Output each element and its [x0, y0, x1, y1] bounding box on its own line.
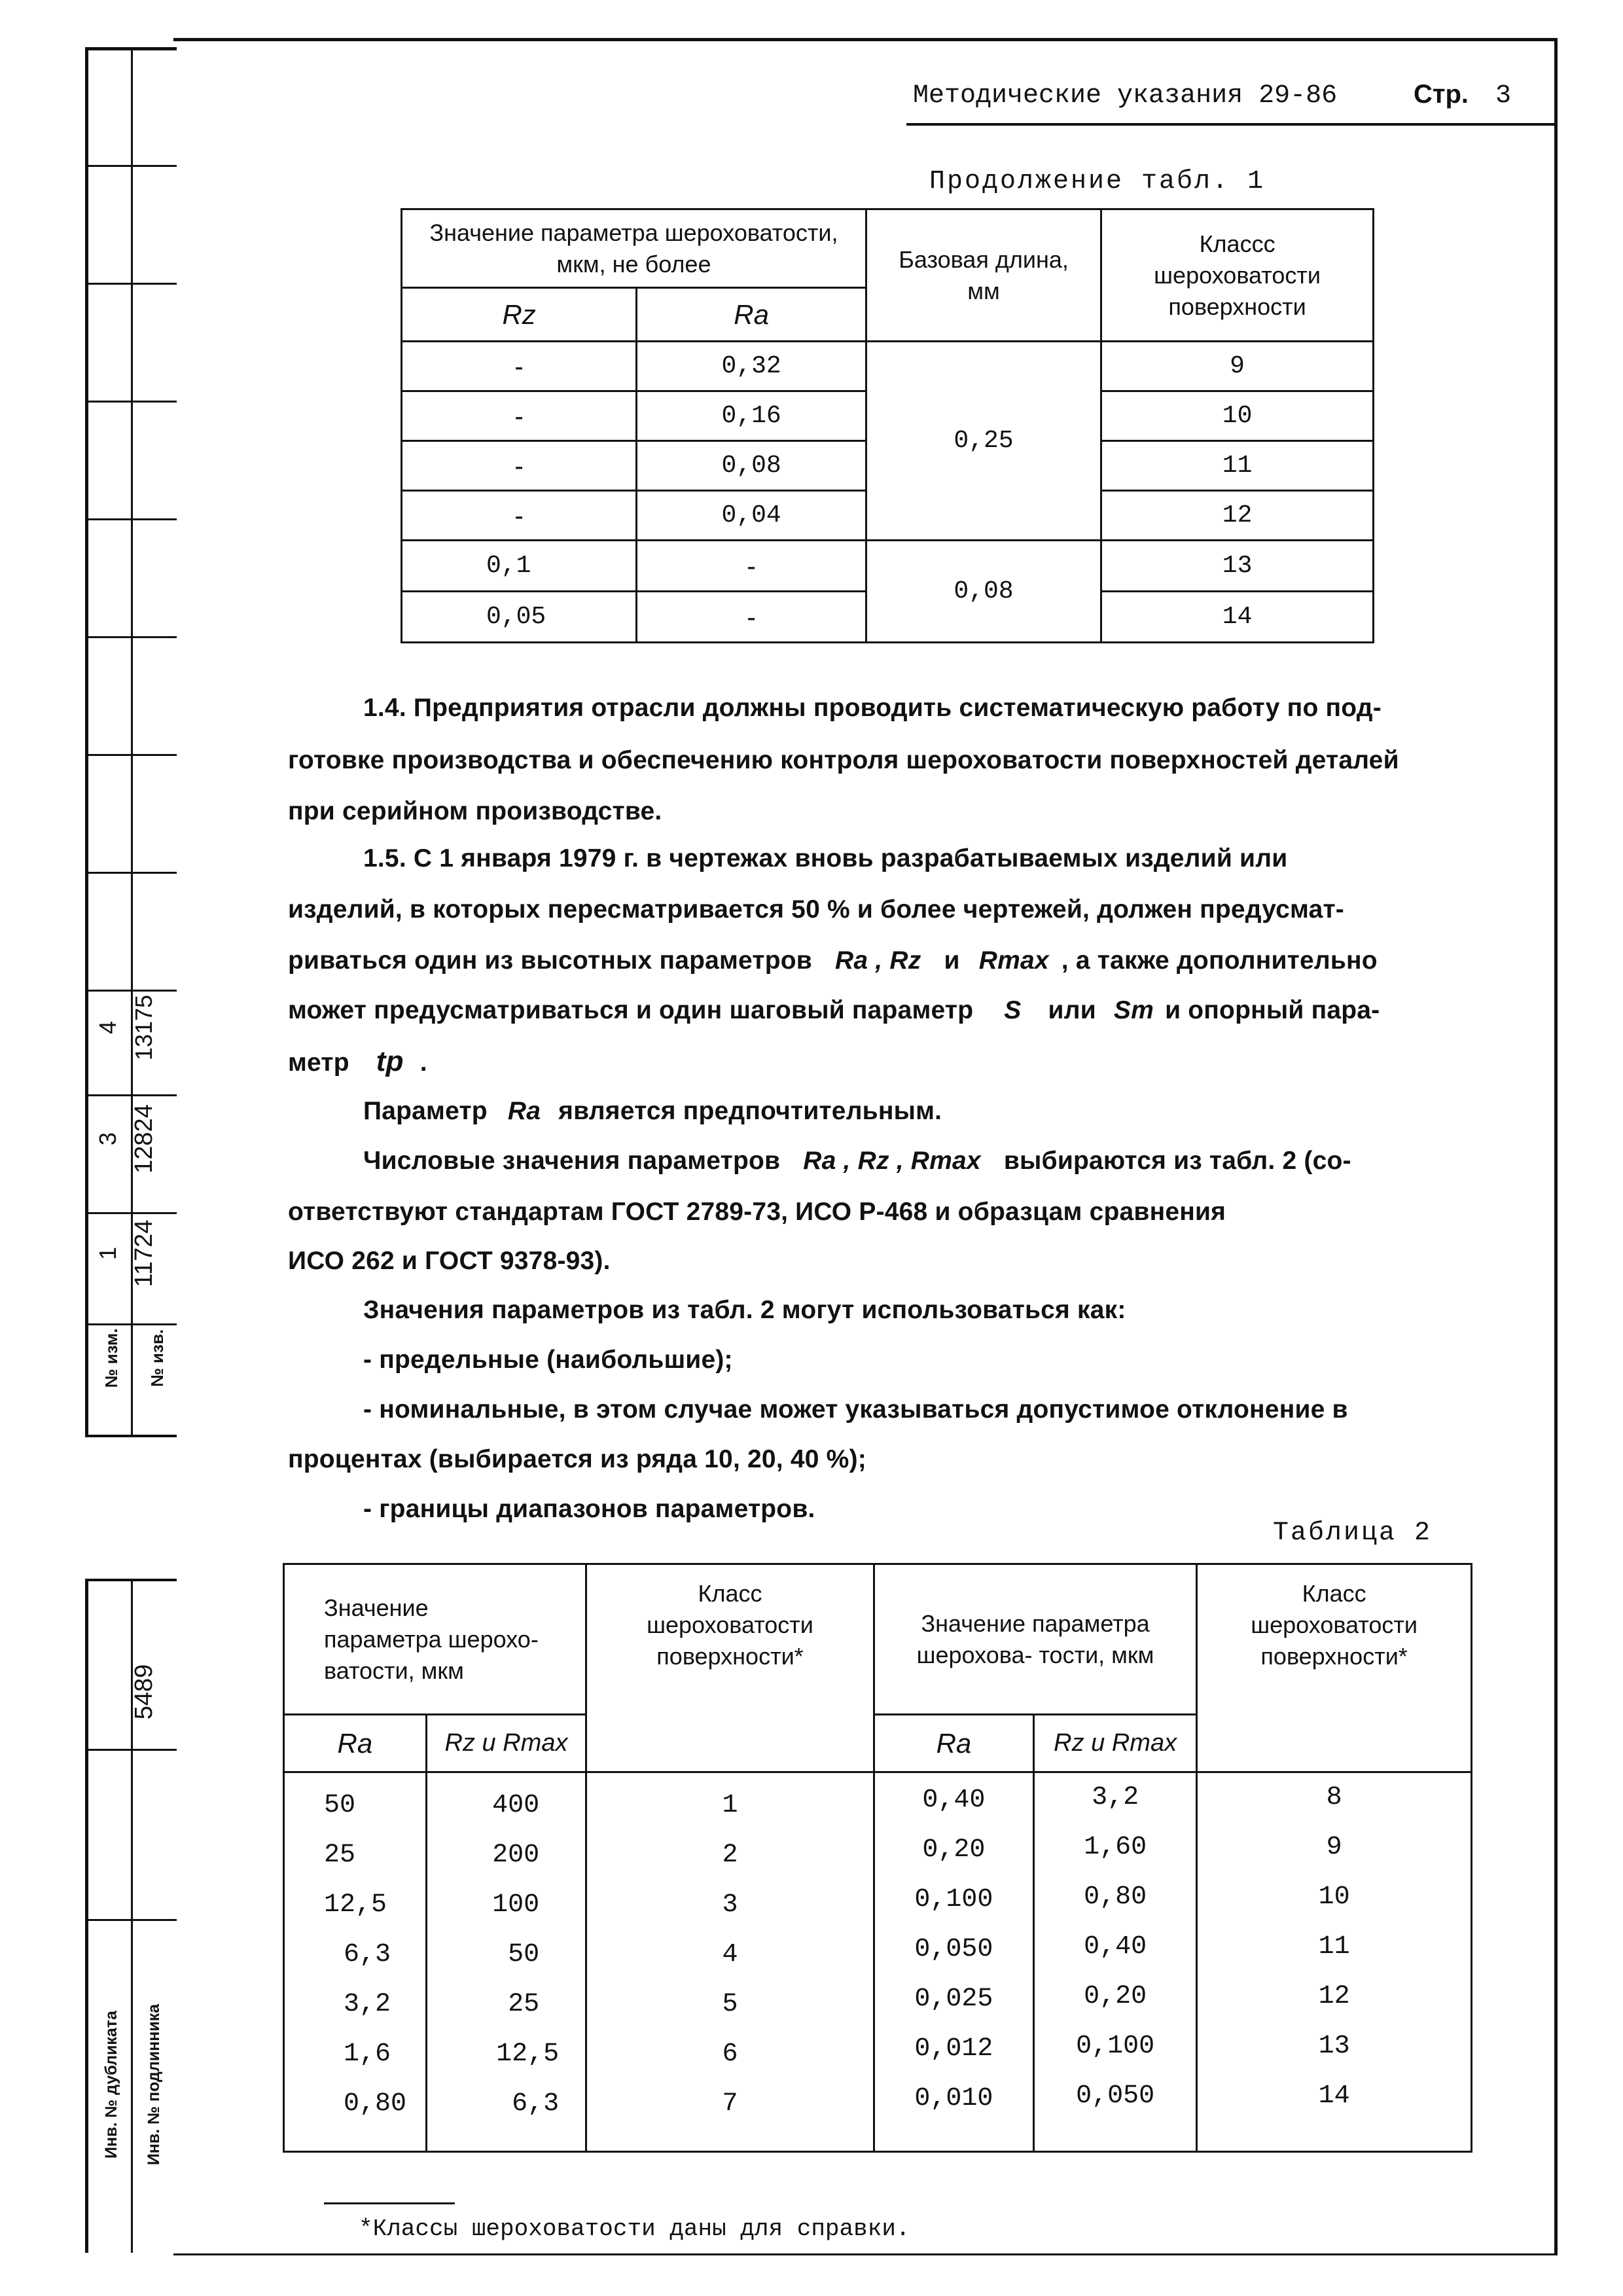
p15-line4a: может предусматриваться и один шаговый параметр	[288, 996, 974, 1024]
p15-line5c: .	[419, 1049, 427, 1077]
table2-caption: Таблица 2	[1273, 1518, 1433, 1548]
t2-rz-left: 400	[492, 1791, 540, 1820]
t2-class-right: 8	[1326, 1783, 1342, 1812]
p16c: является предпочтительным.	[558, 1097, 942, 1125]
t2-class-right: 10	[1318, 1882, 1350, 1912]
t2-ra-right: 0,100	[914, 1885, 993, 1914]
p21: - границы диапазонов параметров.	[363, 1495, 815, 1523]
p15-line4c: или	[1048, 996, 1096, 1024]
p14-line1: 1.4. Предприятия отрасли должны проводить систематическую работу по под-	[363, 694, 1382, 722]
t2-rz-right: 0,100	[1076, 2032, 1155, 2061]
doc-num-11724: 11724	[130, 1219, 158, 1287]
page-label: Стр.	[1414, 80, 1469, 109]
t1-header-base: Базовая длина, мм	[866, 209, 1101, 342]
p17-line1	[363, 1147, 1351, 1175]
t1-class: 10	[1101, 391, 1374, 441]
t1-ra: 0,08	[637, 441, 866, 491]
page-header	[906, 77, 1554, 126]
p14-line3: при серийном производстве.	[288, 797, 662, 825]
p16	[363, 1097, 942, 1126]
t2-rz-right: 1,60	[1084, 1833, 1147, 1862]
t2-header-rz-left: Rz и Rmax	[426, 1715, 586, 1772]
t2-class-left: 1	[722, 1791, 738, 1820]
p16a: Параметр	[363, 1097, 488, 1125]
t2-header-ra-right: Ra	[874, 1715, 1033, 1772]
doc-num-13175: 13175	[130, 994, 157, 1061]
page-number: 3	[1495, 81, 1512, 111]
p18: Значения параметров из табл. 2 могут использоваться как:	[363, 1296, 1126, 1324]
table2	[283, 1563, 1472, 2153]
p14-line2: готовке производства и обеспечению контроля шероховатости поверхностей деталей	[288, 746, 1399, 774]
t2-header-param-right: Значение параметра шерохова- тости, мкм	[874, 1564, 1196, 1715]
p15-line5a: метр	[288, 1049, 349, 1077]
p15-line2: изделий, в которых пересматривается 50 % и более чертежей, должен предусмат-	[288, 895, 1344, 924]
t2-rz-right: 0,40	[1084, 1932, 1147, 1962]
t2-ra-left: 25	[324, 1840, 356, 1870]
table1-caption: Продолжение табл. 1	[929, 167, 1266, 196]
change-num-1: 1	[94, 1246, 121, 1261]
t2-ra-right: 0,025	[914, 1984, 993, 2014]
t1-class: 11	[1101, 441, 1374, 491]
t2-class-left: 3	[722, 1890, 738, 1920]
p17-line3: ИСО 262 и ГОСТ 9378-93).	[288, 1247, 611, 1275]
label-inv-orig: Инв. № подлинника	[145, 2003, 163, 2166]
p15-line3e: , а также дополнительно	[1061, 946, 1378, 975]
t2-rz-right: 0,20	[1084, 1982, 1147, 2011]
change-num-4: 4	[94, 1020, 121, 1035]
t1-ra: -	[637, 592, 866, 643]
t2-col-class-right	[1197, 1772, 1472, 2152]
p19: - предельные (наибольшие);	[363, 1346, 733, 1374]
p15-line1: 1.5. С 1 января 1979 г. в чертежах вновь разрабатываемых изделий или	[363, 844, 1288, 872]
t1-class: 14	[1101, 592, 1374, 643]
t1-rz: -	[402, 391, 637, 441]
t2-class-right: 14	[1318, 2081, 1350, 2111]
t1-header-param: Значение параметра шероховатости, мкм, не более	[402, 209, 866, 288]
footnote: *Классы шероховатости даны для справки.	[359, 2215, 910, 2242]
doc-num-12824: 12824	[130, 1104, 158, 1174]
t2-class-right: 13	[1318, 2032, 1350, 2061]
t2-ra-left: 12,5	[324, 1890, 387, 1920]
header-title: Методические указания 29-86	[913, 81, 1338, 111]
t2-col-class-left	[586, 1772, 874, 2152]
p20-line2: процентах (выбирается из ряда 10, 20, 40 %);	[288, 1445, 866, 1473]
t1-base-2: 0,08	[866, 541, 1101, 643]
t2-col-ra-left	[284, 1772, 427, 2152]
p20-line1: - номинальные, в этом случае может указываться допустимое отклонение в	[363, 1395, 1348, 1424]
p15-line3c: и	[944, 946, 960, 975]
p15-line3b: Ra , Rz	[835, 946, 921, 975]
p15-line3d: Rmax	[978, 946, 1049, 975]
t2-header-class-left: Класс шероховатости поверхности*	[586, 1564, 874, 1772]
p15-line3	[288, 946, 1378, 975]
t2-ra-right: 0,010	[914, 2084, 993, 2113]
t2-rz-left: 25	[508, 1990, 540, 2019]
t1-rz: -	[402, 342, 637, 391]
t1-header-ra: Ra	[637, 288, 866, 342]
p17-line2: ответствуют стандартам ГОСТ 2789-73, ИСО Р-468 и образцам сравнения	[288, 1198, 1226, 1226]
p15-line5b: tp	[376, 1045, 404, 1077]
t2-header-rz-right: Rz и Rmax	[1034, 1715, 1197, 1772]
p17-line1b: Ra , Rz , Rmax	[803, 1147, 981, 1175]
p15-line4e: и опорный пара-	[1165, 996, 1380, 1024]
t1-rz: -	[402, 491, 637, 541]
p15-line5	[288, 1047, 427, 1077]
t2-ra-left: 1,6	[344, 2039, 391, 2069]
t2-ra-left: 3,2	[344, 1990, 391, 2019]
t1-base-1: 0,25	[866, 342, 1101, 541]
t2-rz-right: 3,2	[1092, 1783, 1139, 1812]
t2-class-right: 9	[1326, 1833, 1342, 1862]
t1-ra: 0,04	[637, 491, 866, 541]
p15-line3a: риваться один из высотных параметров	[288, 946, 812, 975]
t2-rz-left: 6,3	[512, 2089, 560, 2119]
t2-header-class-right: Класс шероховатости поверхности*	[1197, 1564, 1472, 1772]
t2-class-right: 11	[1318, 1932, 1350, 1962]
t2-rz-left: 50	[508, 1940, 540, 1969]
t1-rz: 0,05	[402, 592, 637, 643]
change-num-3: 3	[94, 1132, 121, 1146]
p15-line4	[288, 996, 1380, 1025]
t1-ra: -	[637, 541, 866, 592]
label-izv: № изв.	[147, 1329, 167, 1388]
label-izm: № изм.	[101, 1328, 121, 1388]
t2-rz-left: 100	[492, 1890, 540, 1920]
p15-line4d: Sm	[1113, 996, 1154, 1024]
t2-class-right: 12	[1318, 1982, 1350, 2011]
t2-col-rz-left	[426, 1772, 586, 2152]
t2-rz-right: 0,80	[1084, 1882, 1147, 1912]
t2-header-param-left: Значение параметра шерохо- ватости, мкм	[284, 1564, 586, 1715]
t1-rz: -	[402, 441, 637, 491]
t2-rz-right: 0,050	[1076, 2081, 1155, 2111]
t2-header-ra-left: Ra	[284, 1715, 427, 1772]
t1-ra: 0,32	[637, 342, 866, 391]
p15-line4b: S	[1004, 996, 1022, 1024]
p17-line1c: выбираются из табл. 2 (со-	[1003, 1147, 1351, 1175]
t2-class-left: 7	[722, 2089, 738, 2119]
t1-rz: 0,1	[402, 541, 637, 592]
t1-header-rz: Rz	[402, 288, 637, 342]
t2-ra-left: 6,3	[344, 1940, 391, 1969]
t1-class: 13	[1101, 541, 1374, 592]
t2-ra-right: 0,050	[914, 1935, 993, 1964]
p16b: Ra	[507, 1097, 541, 1125]
p17-line1a: Числовые значения параметров	[363, 1147, 781, 1175]
t2-rz-left: 12,5	[496, 2039, 560, 2069]
t2-class-left: 2	[722, 1840, 738, 1870]
label-inv-dup: Инв. № дубликата	[102, 2011, 120, 2159]
footnote-rule	[324, 2202, 455, 2204]
t1-header-class: Классс шероховатости поверхности	[1101, 209, 1374, 342]
t2-class-left: 4	[722, 1940, 738, 1969]
t1-ra: 0,16	[637, 391, 866, 441]
t2-class-left: 6	[722, 2039, 738, 2069]
t2-ra-right: 0,20	[922, 1835, 986, 1865]
t2-class-left: 5	[722, 1990, 738, 2019]
t2-rz-left: 200	[492, 1840, 540, 1870]
t1-class: 12	[1101, 491, 1374, 541]
t2-col-rz-right	[1034, 1772, 1197, 2152]
table1	[401, 208, 1374, 643]
t2-col-ra-right	[874, 1772, 1033, 2152]
t2-ra-left: 0,80	[344, 2089, 407, 2119]
t2-ra-left: 50	[324, 1791, 356, 1820]
inv-dup-value: 5489	[130, 1664, 158, 1720]
t2-ra-right: 0,40	[922, 1785, 986, 1815]
t1-class: 9	[1101, 342, 1374, 391]
t2-ra-right: 0,012	[914, 2034, 993, 2064]
